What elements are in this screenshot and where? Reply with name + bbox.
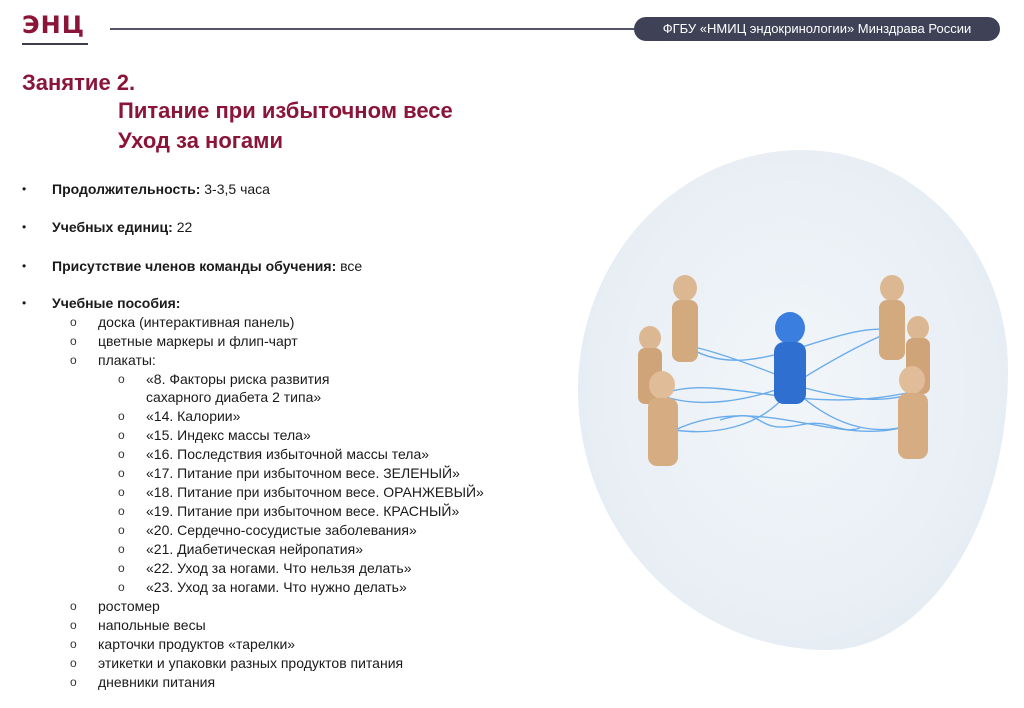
sub-bullet-marker: o [70,334,77,348]
bullet-marker: • [22,296,27,310]
material-item [22,313,294,332]
logo-underline [22,43,88,45]
bullet-marker: • [22,182,27,196]
bullet-duration [22,180,270,199]
sub-bullet-marker: o [118,580,125,594]
sub-bullet-marker: o [118,542,125,556]
lesson-title: Занятие 2. [22,70,136,95]
material-item [22,351,156,370]
blue-figure-center [774,312,806,404]
material-item [22,654,403,673]
poster-item [22,464,460,483]
sub-bullet-marker: o [118,485,125,499]
poster-label: «8. Факторы риска развития [146,371,330,387]
bullet-team [22,257,362,276]
logo-text: ЭНЦ [22,11,85,39]
material-label: ростомер [98,598,160,614]
bullet-materials [22,294,180,313]
poster-item [22,502,459,521]
header-divider [110,28,640,30]
sub-bullet-marker: o [118,466,125,480]
materials-label: Учебные пособия: [52,295,181,311]
material-label: дневники питания [98,674,216,690]
poster-item [22,559,412,578]
material-label: плакаты: [98,352,156,368]
wooden-figure-right-back [879,275,905,360]
poster-label: «17. Питание при избыточном весе. ЗЕЛЕНЫЙ» [146,465,460,481]
poster-item [22,445,429,464]
lesson-topic-2: Уход за ногами [118,128,283,153]
poster-item [22,521,417,540]
sub-bullet-marker: o [70,618,77,632]
poster-item [22,578,407,597]
duration-label: Продолжительность: [52,181,201,197]
sub-bullet-marker: o [118,523,125,537]
poster-label: «22. Уход за ногами. Что нельзя делать» [146,560,412,576]
lesson-topic-1: Питание при избыточном весе [118,98,453,123]
poster-item [22,540,363,559]
poster-label: «19. Питание при избыточном весе. КРАСНЫЙ» [146,503,460,519]
material-item [22,673,215,692]
sub-bullet-marker: o [70,656,77,670]
logo [22,10,92,44]
material-label: доска (интерактивная панель) [98,314,295,330]
poster-label: «20. Сердечно-сосудистые заболевания» [146,522,417,538]
material-label: цветные маркеры и флип-чарт [98,333,298,349]
poster-label: «21. Диабетическая нейропатия» [146,541,363,557]
poster-label: «14. Калории» [146,408,241,424]
wooden-figure-right-front [898,366,928,459]
poster-label: «15. Индекс массы тела» [146,427,311,443]
poster-item [22,483,484,502]
material-label: карточки продуктов «тарелки» [98,636,296,652]
wooden-figure-left-front [648,371,678,466]
organization-banner: ФГБУ «НМИЦ эндокринологии» Минздрава России [634,17,1000,41]
sub-bullet-marker: o [70,315,77,329]
sub-bullet-marker: o [118,409,125,423]
team-label: Присутствие членов команды обучения: [52,258,337,274]
network-figures-illustration [600,230,960,500]
team-value: все [340,258,363,274]
units-value: 22 [176,219,193,235]
sub-bullet-marker: o [70,637,77,651]
wooden-figure-left-back [672,275,698,362]
sub-bullet-marker: o [118,372,125,386]
bullet-units [22,218,192,237]
sub-bullet-marker: o [70,599,77,613]
poster-item-continued [22,388,321,407]
sub-bullet-marker: o [70,675,77,689]
poster-label: «16. Последствия избыточной массы тела» [146,446,430,462]
units-label: Учебных единиц: [52,219,173,235]
material-item [22,635,295,654]
poster-item [22,370,329,389]
material-label: этикетки и упаковки разных продуктов питания [98,655,404,671]
poster-item [22,426,311,445]
poster-item [22,407,240,426]
sub-bullet-marker: o [70,353,77,367]
poster-label: сахарного диабета 2 типа» [146,389,322,405]
sub-bullet-marker: o [118,428,125,442]
material-item [22,597,160,616]
poster-label: «23. Уход за ногами. Что нужно делать» [146,579,407,595]
sub-bullet-marker: o [118,561,125,575]
sub-bullet-marker: o [118,447,125,461]
bullet-marker: • [22,259,27,273]
material-label: напольные весы [98,617,206,633]
bullet-marker: • [22,220,27,234]
material-item [22,616,206,635]
duration-value: 3-3,5 часа [204,181,270,197]
poster-label: «18. Питание при избыточном весе. ОРАНЖЕВЫЙ» [146,484,484,500]
sub-bullet-marker: o [118,504,125,518]
material-item [22,332,298,351]
